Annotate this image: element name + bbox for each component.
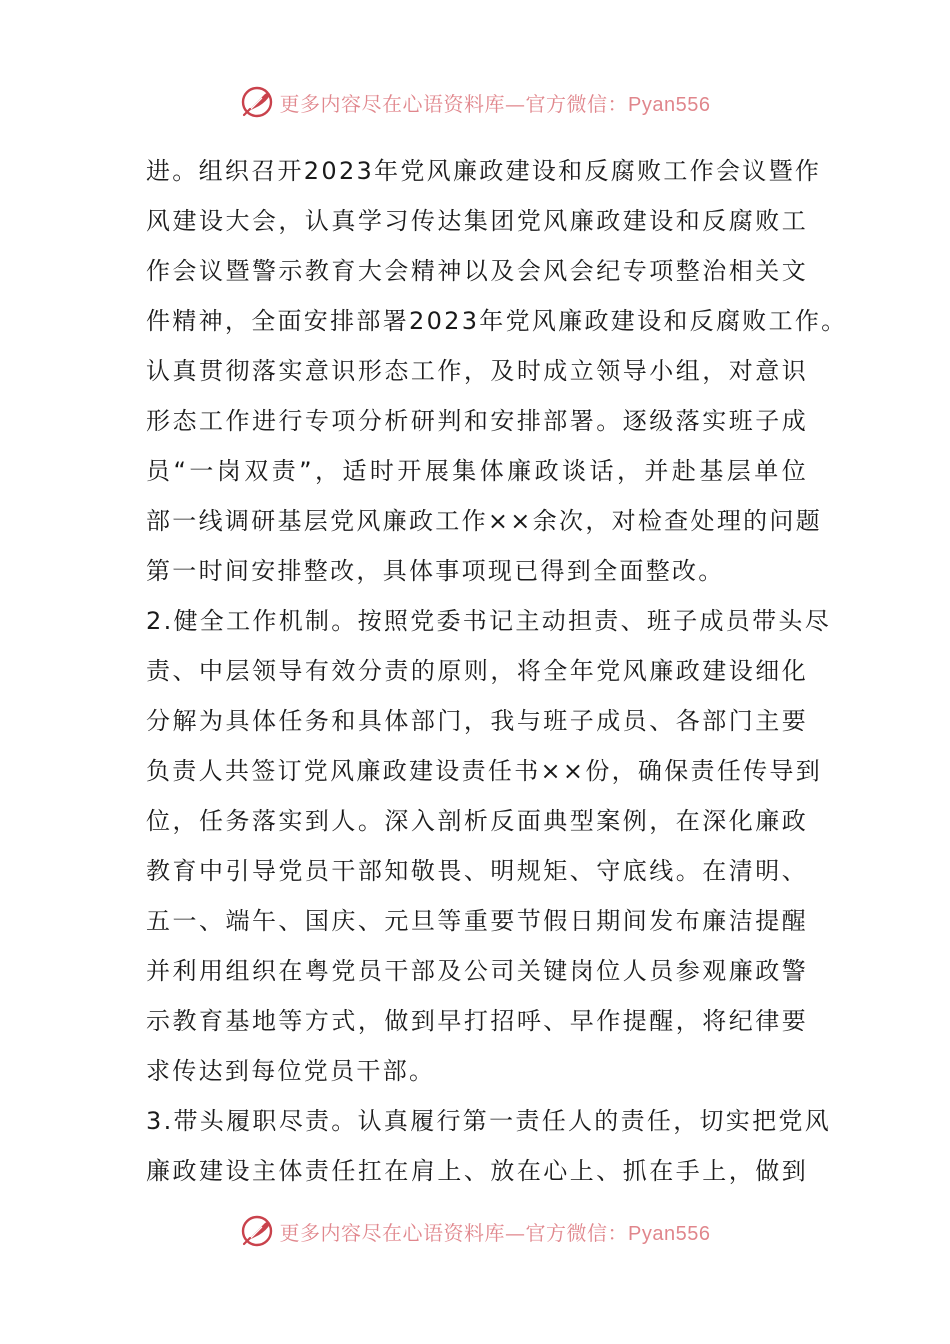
body-text-line: 进。组织召开2023年党风廉政建设和反腐败工作会议暨作 [146,157,822,185]
body-text-line: 示教育基地等方式，做到早打招呼、早作提醒，将纪律要 [146,1007,808,1035]
header-watermark-banner [0,82,950,122]
body-text-line: 员“一岗双责”，适时开展集体廉政谈话，并赴基层单位 [146,457,808,485]
body-text-line: 件精神，全面安排部署2023年党风廉政建设和反腐败工作。 [146,307,848,335]
body-text-line: 部一线调研基层党风廉政工作××余次，对检查处理的问题 [146,507,823,535]
quill-pen-logo-icon [240,1214,274,1248]
document-body [146,146,848,1196]
body-text-line: 位，任务落实到人。深入剖析反面典型案例，在深化廉政 [146,807,808,835]
body-text-line: 2.健全工作机制。按照党委书记主动担责、班子成员带头尽 [146,607,831,635]
body-text-line: 责、中层领导有效分责的原则，将全年党风廉政建设细化 [146,657,808,685]
body-text-line: 认真贯彻落实意识形态工作，及时成立领导小组，对意识 [146,357,808,385]
body-text-line: 求传达到每位党员干部。 [146,1057,436,1085]
body-text-line: 作会议暨警示教育大会精神以及会风会纪专项整治相关文 [146,257,808,285]
body-text-line: 风建设大会，认真学习传达集团党风廉政建设和反腐败工 [146,207,808,235]
header-banner-text: 更多内容尽在心语资料库—官方微信：Pyan556 [279,91,711,116]
footer-wechat-id: Pyan556 [628,1222,711,1245]
header-wechat-id: Pyan556 [628,93,711,116]
body-text-line: 五一、端午、国庆、元旦等重要节假日期间发布廉洁提醒 [146,907,808,935]
body-text-line: 廉政建设主体责任扛在肩上、放在心上、抓在手上，做到 [146,1157,808,1185]
body-text-line: 分解为具体任务和具体部门，我与班子成员、各部门主要 [146,707,808,735]
body-text-line: 教育中引导党员干部知敬畏、明规矩、守底线。在清明、 [146,857,808,885]
body-text-line: 第一时间安排整改，具体事项现已得到全面整改。 [146,557,725,585]
body-text-line: 负责人共签订党风廉政建设责任书××份，确保责任传导到 [146,757,823,785]
body-text-line: 形态工作进行专项分析研判和安排部署。逐级落实班子成 [146,407,808,435]
body-text-line: 3.带头履职尽责。认真履行第一责任人的责任，切实把党风 [146,1107,831,1135]
footer-banner-text: 更多内容尽在心语资料库—官方微信：Pyan556 [279,1220,711,1245]
body-text-line: 并利用组织在粤党员干部及公司关键岗位人员参观廉政警 [146,957,808,985]
quill-pen-logo-icon [240,85,274,119]
footer-watermark-banner [0,1211,950,1251]
